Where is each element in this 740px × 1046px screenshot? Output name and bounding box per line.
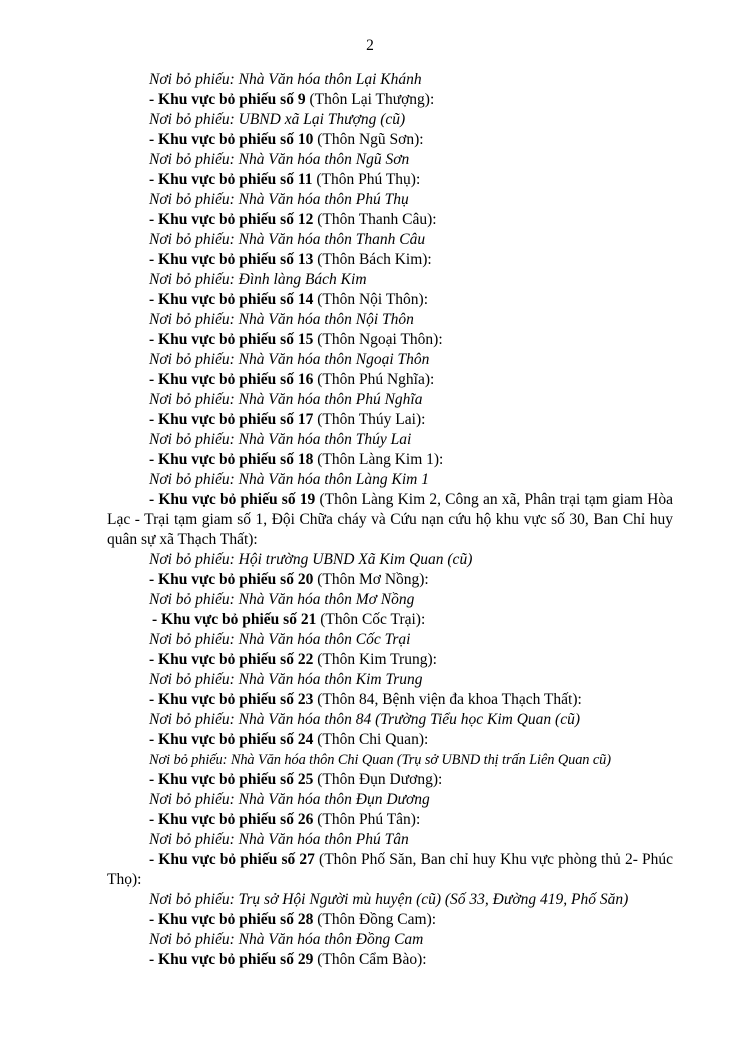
polling-area-label: - Khu vực bỏ phiếu số 17	[149, 411, 314, 428]
polling-area-line	[107, 250, 673, 270]
polling-place-line: Nơi bỏ phiếu: Nhà Văn hóa thôn Lại Khánh	[149, 71, 422, 88]
polling-area-label: - Khu vực bỏ phiếu số 9	[149, 91, 306, 108]
polling-area-line	[107, 910, 673, 930]
polling-place-line: Nơi bỏ phiếu: Nhà Văn hóa thôn Đụn Dương	[149, 791, 430, 808]
polling-area-line	[107, 810, 673, 830]
polling-area-description: (Thôn Lại Thượng):	[305, 91, 435, 108]
polling-area-description: (Thôn Kim Trung):	[313, 651, 437, 668]
polling-area-line	[107, 690, 673, 710]
polling-area-line	[107, 610, 673, 630]
polling-area-line	[107, 850, 673, 890]
polling-area-label: - Khu vực bỏ phiếu số 16	[149, 371, 314, 388]
polling-area-description: (Thôn Cốc Trại):	[316, 611, 426, 628]
polling-area-label: - Khu vực bỏ phiếu số 21	[152, 611, 317, 628]
polling-area-label: - Khu vực bỏ phiếu số 18	[149, 451, 314, 468]
polling-place-line: Nơi bỏ phiếu: Nhà Văn hóa thôn 84 (Trường Tiểu học Kim Quan (cũ)	[149, 711, 581, 728]
page-number: 2	[366, 37, 374, 54]
polling-area-description: (Thôn Làng Kim 2, Công an xã, Phân trại tạm giam Hòa Lạc - Trại tạm giam số 1, Đội Chữa cháy và Cứu nạn cứu hộ khu vực số 30, Ban Chỉ huy quân sự xã Thạch Thất):	[107, 491, 673, 548]
polling-area-label: - Khu vực bỏ phiếu số 25	[149, 771, 314, 788]
polling-area-description: (Thôn Đồng Cam):	[313, 911, 437, 928]
polling-area-description: (Thôn Ngũ Sơn):	[313, 131, 424, 148]
polling-area-line	[107, 410, 673, 430]
polling-area-label: - Khu vực bỏ phiếu số 19	[149, 491, 316, 508]
polling-place-line: Nơi bỏ phiếu: Nhà Văn hóa thôn Phú Thụ	[149, 191, 409, 208]
polling-area-label: - Khu vực bỏ phiếu số 20	[149, 571, 314, 588]
polling-area-description: (Thôn Thanh Câu):	[313, 211, 437, 228]
polling-area-label: - Khu vực bỏ phiếu số 15	[149, 331, 314, 348]
polling-area-line	[107, 730, 673, 750]
polling-area-label: - Khu vực bỏ phiếu số 12	[149, 211, 314, 228]
polling-area-label: - Khu vực bỏ phiếu số 29	[149, 951, 314, 968]
polling-area-description: (Thôn Làng Kim 1):	[313, 451, 444, 468]
polling-area-line	[107, 90, 673, 110]
polling-area-line	[107, 950, 673, 970]
polling-place-line: Nơi bỏ phiếu: Đình làng Bách Kim	[149, 271, 367, 288]
polling-area-line	[107, 650, 673, 670]
polling-place-line: Nơi bỏ phiếu: Nhà Văn hóa thôn Mơ Nồng	[149, 591, 415, 608]
polling-area-label: - Khu vực bỏ phiếu số 11	[149, 171, 313, 188]
polling-place-line: Nơi bỏ phiếu: Nhà Văn hóa thôn Phú Nghĩa	[149, 391, 423, 408]
polling-area-label: - Khu vực bỏ phiếu số 24	[149, 731, 314, 748]
polling-area-label: - Khu vực bỏ phiếu số 28	[149, 911, 314, 928]
polling-place-line: Nơi bỏ phiếu: Nhà Văn hóa thôn Phú Tân	[149, 831, 409, 848]
polling-area-description: (Thôn Phú Thụ):	[312, 171, 421, 188]
polling-area-description: (Thôn Phú Tân):	[313, 811, 421, 828]
polling-area-description: (Thôn Chi Quan):	[313, 731, 429, 748]
polling-place-line: Nơi bỏ phiếu: Nhà Văn hóa thôn Ngũ Sơn	[149, 151, 410, 168]
polling-area-line	[107, 570, 673, 590]
polling-area-description: (Thôn Đụn Dương):	[313, 771, 443, 788]
polling-area-description: (Thôn Ngoại Thôn):	[313, 331, 443, 348]
polling-place-line: Nơi bỏ phiếu: Nhà Văn hóa thôn Nội Thôn	[149, 311, 414, 328]
polling-place-line: Nơi bỏ phiếu: Nhà Văn hóa thôn Cốc Trại	[149, 631, 411, 648]
polling-place-line: Nơi bỏ phiếu: Nhà Văn hóa thôn Thúy Lai	[149, 431, 412, 448]
polling-area-description: (Thôn 84, Bệnh viện đa khoa Thạch Thất):	[313, 691, 582, 708]
polling-place-line: Nơi bỏ phiếu: Nhà Văn hóa thôn Kim Trung	[149, 671, 423, 688]
polling-area-description: (Thôn Bách Kim):	[313, 251, 432, 268]
polling-area-line	[107, 170, 673, 190]
polling-place-line: Nơi bỏ phiếu: Trụ sở Hội Người mù huyện (cũ) (Số 33, Đường 419, Phố Săn)	[149, 891, 629, 908]
polling-area-line	[107, 130, 673, 150]
polling-area-label: - Khu vực bỏ phiếu số 27	[149, 851, 315, 868]
polling-area-description: (Thôn Phố Săn, Ban chỉ huy Khu vực phòng thủ 2- Phúc Thọ):	[107, 851, 673, 888]
polling-area-label: - Khu vực bỏ phiếu số 13	[149, 251, 314, 268]
polling-area-line	[107, 330, 673, 350]
polling-place-line: Nơi bỏ phiếu: Nhà Văn hóa thôn Làng Kim 1	[149, 471, 429, 488]
polling-place-line: Nơi bỏ phiếu: Nhà Văn hóa thôn Ngoại Thôn	[149, 351, 430, 368]
polling-area-description: (Thôn Nội Thôn):	[313, 291, 429, 308]
polling-area-description: (Thôn Mơ Nồng):	[313, 571, 429, 588]
polling-area-label: - Khu vực bỏ phiếu số 23	[149, 691, 314, 708]
polling-area-line	[107, 450, 673, 470]
polling-area-line	[107, 770, 673, 790]
polling-area-line	[107, 210, 673, 230]
document-body	[107, 70, 673, 970]
polling-area-label: - Khu vực bỏ phiếu số 10	[149, 131, 314, 148]
polling-area-description: (Thôn Thúy Lai):	[313, 411, 426, 428]
polling-area-label: - Khu vực bỏ phiếu số 26	[149, 811, 314, 828]
polling-place-line: Nơi bỏ phiếu: Nhà Văn hóa thôn Thanh Câu	[149, 231, 426, 248]
polling-area-line	[107, 370, 673, 390]
polling-place-line: Nơi bỏ phiếu: Nhà Văn hóa thôn Chi Quan (Trụ sở UBND thị trấn Liên Quan cũ)	[149, 752, 611, 768]
polling-area-line	[107, 490, 673, 550]
polling-area-description: (Thôn Cẩm Bào):	[313, 951, 427, 968]
polling-area-label: - Khu vực bỏ phiếu số 14	[149, 291, 314, 308]
polling-area-description: (Thôn Phú Nghĩa):	[313, 371, 435, 388]
polling-place-line: Nơi bỏ phiếu: Nhà Văn hóa thôn Đồng Cam	[149, 931, 424, 948]
polling-place-line: Nơi bỏ phiếu: UBND xã Lại Thượng (cũ)	[149, 111, 406, 128]
polling-area-label: - Khu vực bỏ phiếu số 22	[149, 651, 314, 668]
polling-area-line	[107, 290, 673, 310]
polling-place-line: Nơi bỏ phiếu: Hội trường UBND Xã Kim Quan (cũ)	[149, 551, 473, 568]
